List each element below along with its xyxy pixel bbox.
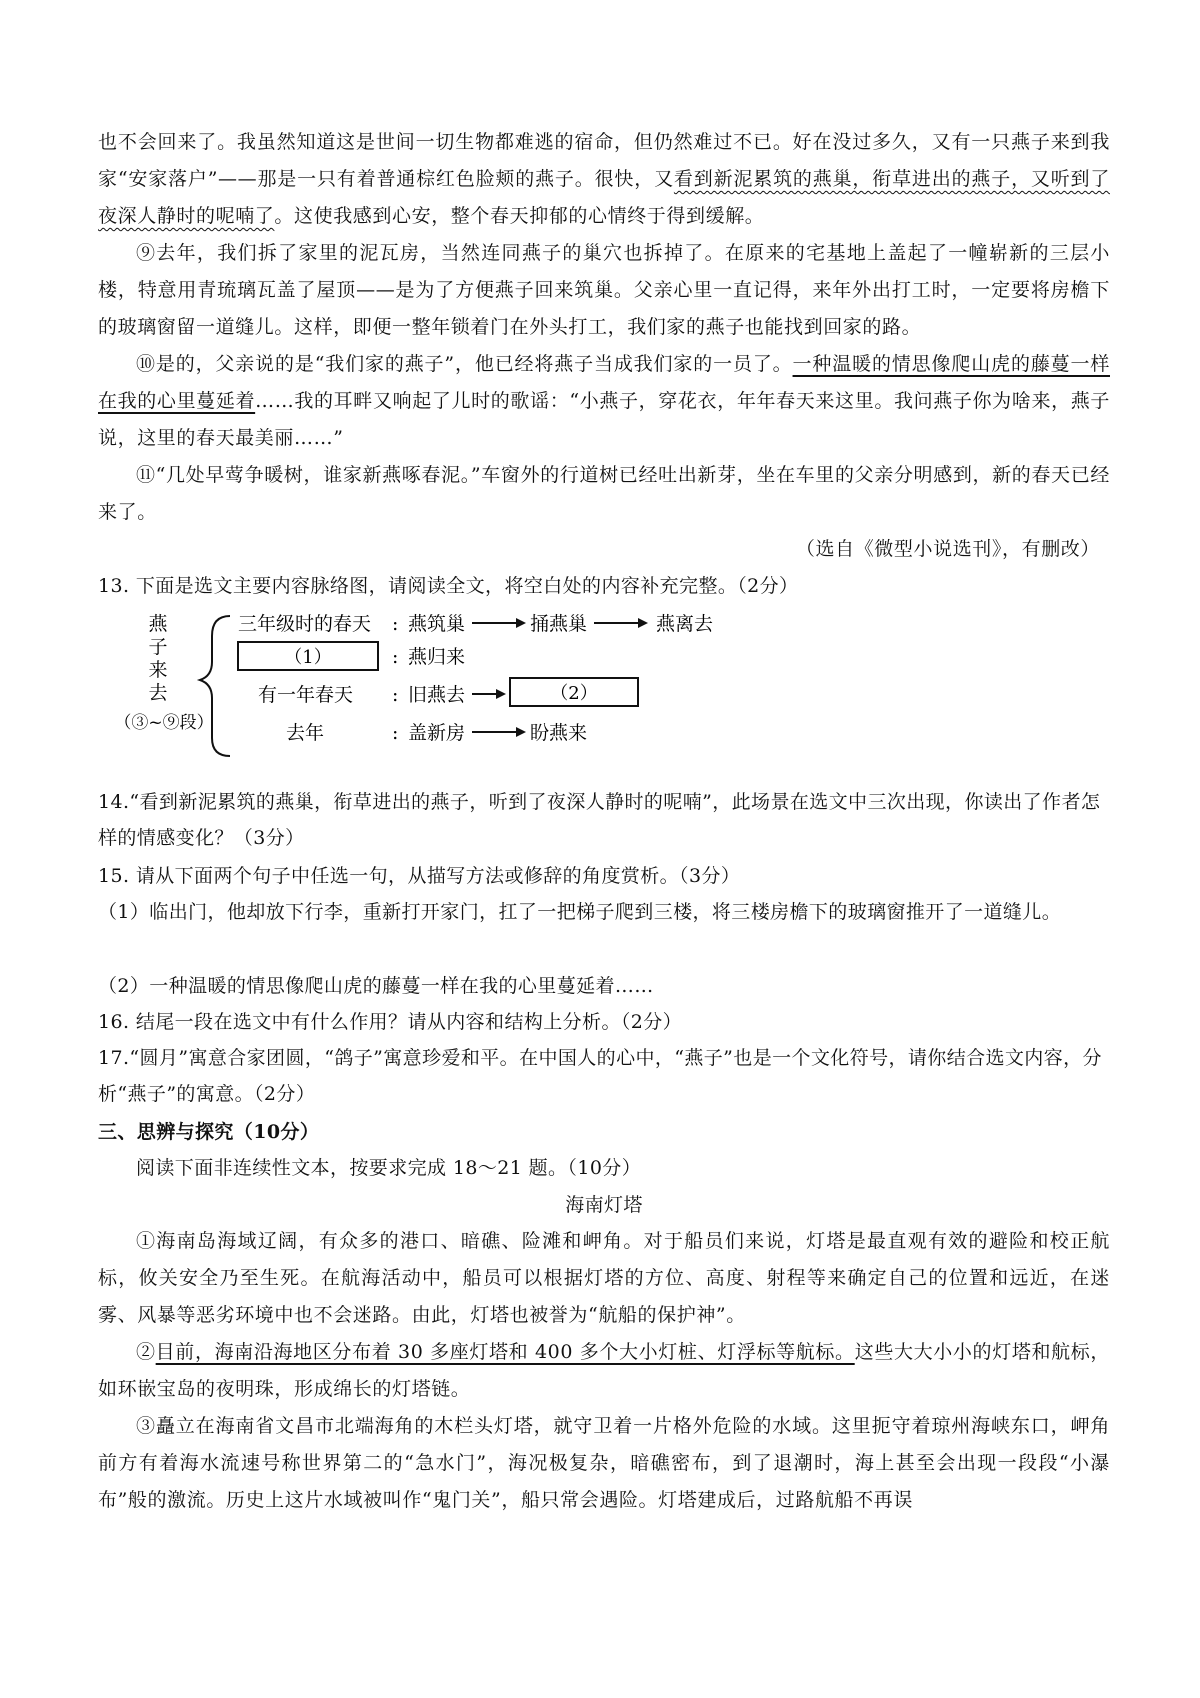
row2-item: 燕归来: [408, 646, 466, 668]
paragraph-9: ⑨去年，我们拆了家里的泥瓦房，当然连同燕子的巢穴也拆掉了。在原来的宅基地上盖起了一幢崭新的三层小楼，特意用青琉璃瓦盖了屋顶——是为了方便燕子回来筑巢。父亲心里一直记得，来年外出打工时，一定要将房檐下的玻璃窗留一道缝儿。这样，即便一整年锁着门在外头打工，我们家的燕子也能找到回家的路。: [98, 242, 1110, 338]
question-17: 17.“圆月”寓意合家团圆，“鸽子”寓意珍爱和平。在中国人的心中，“燕子”也是一个文化符号，请你结合选文内容，分析“燕子”的寓意。（2分）: [98, 1047, 1102, 1105]
underlined-sentence: 目前，海南沿海地区分布着 30 多座灯塔和 400 多个大小灯桩、灯浮标等航标。: [155, 1341, 855, 1363]
blank-box-2-label: （2）: [550, 683, 598, 704]
question-15-option-2: （2）一种温暖的情思像爬山虎的藤蔓一样在我的心里蔓延着……: [98, 975, 654, 997]
row1-colon: :: [392, 613, 399, 635]
question-15: 15. 请从下面两个句子中任选一句，从描写方法或修辞的角度赏析。（3分）: [98, 865, 741, 887]
blank-box-1-label: （1）: [284, 647, 332, 668]
article-title: 海南灯塔: [565, 1194, 643, 1216]
paragraph-text: ……我的耳畔又响起了儿时的歌谣：“小燕子，穿花衣，年年春天来这里。我问燕子你为啥来，燕子说，这里的春天最美丽……”: [98, 390, 1110, 449]
wavy-underlined-sentence: 看到新泥累筑的燕巢，衔草进出的燕子，又听到了夜深人静时的呢喃了: [98, 168, 1110, 227]
question-15-option-1: （1）临出门，他却放下行李，重新打开家门，扛了一把梯子爬到三楼，将三楼房檐下的玻璃窗推开了一道缝儿。: [98, 901, 1062, 923]
arrow-head: [516, 727, 526, 737]
row4-colon: :: [392, 722, 399, 744]
lighthouse-paragraph-3: ③矗立在海南省文昌市北端海角的木栏头灯塔，就守卫着一片格外危险的水域。这里扼守着琼州海峡东口，岬角前方有着海水流速号称世界第二的“急水门”，海况极复杂，暗礁密布，到了退潮时，海上甚至会出现一段段“小瀑布”般的激流。历史上这片水域被叫作“鬼门关”，船只常会遇险。灯塔建成后，过路航船不再误: [98, 1415, 1110, 1511]
diagram-left-char: 燕: [148, 613, 168, 635]
paragraph-8-tail: [98, 124, 1110, 235]
arrow-head: [638, 618, 648, 628]
arrow-head: [516, 618, 526, 628]
row4-item-1: 盖新房: [408, 722, 466, 744]
paragraph-text: 也不会回来了。我虽然知道这是世间一切生物都难逃的宿命，但仍然难过不已。好在没过多久，又有一只燕子来到我家“安家落户”——那是一只有着普通棕红色脸颊的燕子。很快，又: [98, 131, 1110, 190]
row1-label: 三年级时的春天: [238, 613, 372, 635]
paragraph-11: ⑪“几处早莺争暖树，谁家新燕啄春泥。”车窗外的行道树已经吐出新芽，坐在车里的父亲分明感到，新的春天已经来了。: [98, 464, 1110, 523]
lighthouse-paragraph-1: ①海南岛海域辽阔，有众多的港口、暗礁、险滩和岬角。对于船员们来说，灯塔是最直观有效的避险和校正航标，攸关安全乃至生死。在航海活动中，船员可以根据灯塔的方位、高度、射程等来确定自己的位置和远近，在迷雾、风暴等恶劣环境中也不会迷路。由此，灯塔也被誉为“航船的保护神”。: [98, 1230, 1110, 1326]
question-13: 13. 下面是选文主要内容脉络图，请阅读全文，将空白处的内容补充完整。（2分）: [98, 575, 799, 597]
section-3-intro: 阅读下面非连续性文本，按要求完成 18～21 题。（10分）: [136, 1157, 642, 1179]
paragraph-text: 。这使我感到心安，整个春天抑郁的心情终于得到缓解。: [274, 205, 765, 227]
question-16: 16. 结尾一段在选文中有什么作用？请从内容和结构上分析。（2分）: [98, 1011, 683, 1033]
row4-label: 去年: [286, 722, 325, 744]
paragraph-number: ②: [136, 1341, 156, 1363]
diagram-left-char: 子: [148, 636, 168, 658]
row3-item: 旧燕去: [408, 684, 466, 706]
row1-item-1: 燕筑巢: [408, 613, 466, 635]
curly-brace: [200, 616, 230, 756]
arrow-head: [496, 689, 506, 699]
diagram-left-note: （③~⑨段）: [114, 713, 214, 733]
row3-label: 有一年春天: [258, 684, 354, 706]
row1-item-2: 捅燕巢: [530, 613, 588, 635]
diagram-left-char: 去: [148, 682, 168, 704]
diagram-left-char: 来: [148, 659, 168, 681]
underlined-sentence: 一种温暖的情思像爬山虎的藤蔓一样在我的心里蔓延着: [98, 353, 1110, 412]
paragraph-text: 这些大大小小的灯塔和航标，如环嵌宝岛的夜明珠，形成绵长的灯塔链。: [98, 1341, 1110, 1400]
paragraph-text: ⑩是的，父亲说的是“我们家的燕子”，他已经将燕子当成我们家的一员了。: [136, 353, 793, 375]
paragraph-10: [98, 346, 1110, 457]
section-3-heading: 三、思辨与探究（10分）: [98, 1121, 320, 1143]
row4-item-2: 盼燕来: [530, 722, 588, 744]
source-note: （选自《微型小说选刊》，有删改）: [795, 538, 1100, 560]
row3-colon: :: [392, 684, 399, 706]
row2-colon: :: [392, 646, 399, 668]
lighthouse-paragraph-2: [98, 1334, 1110, 1408]
content-outline-diagram: [114, 606, 770, 774]
question-14: 14.“看到新泥累筑的燕巢，衔草进出的燕子，听到了夜深人静时的呢喃”，此场景在选文中三次出现，你读出了作者怎样的情感变化？（3分）: [98, 791, 1101, 849]
row1-item-3: 燕离去: [656, 613, 714, 635]
